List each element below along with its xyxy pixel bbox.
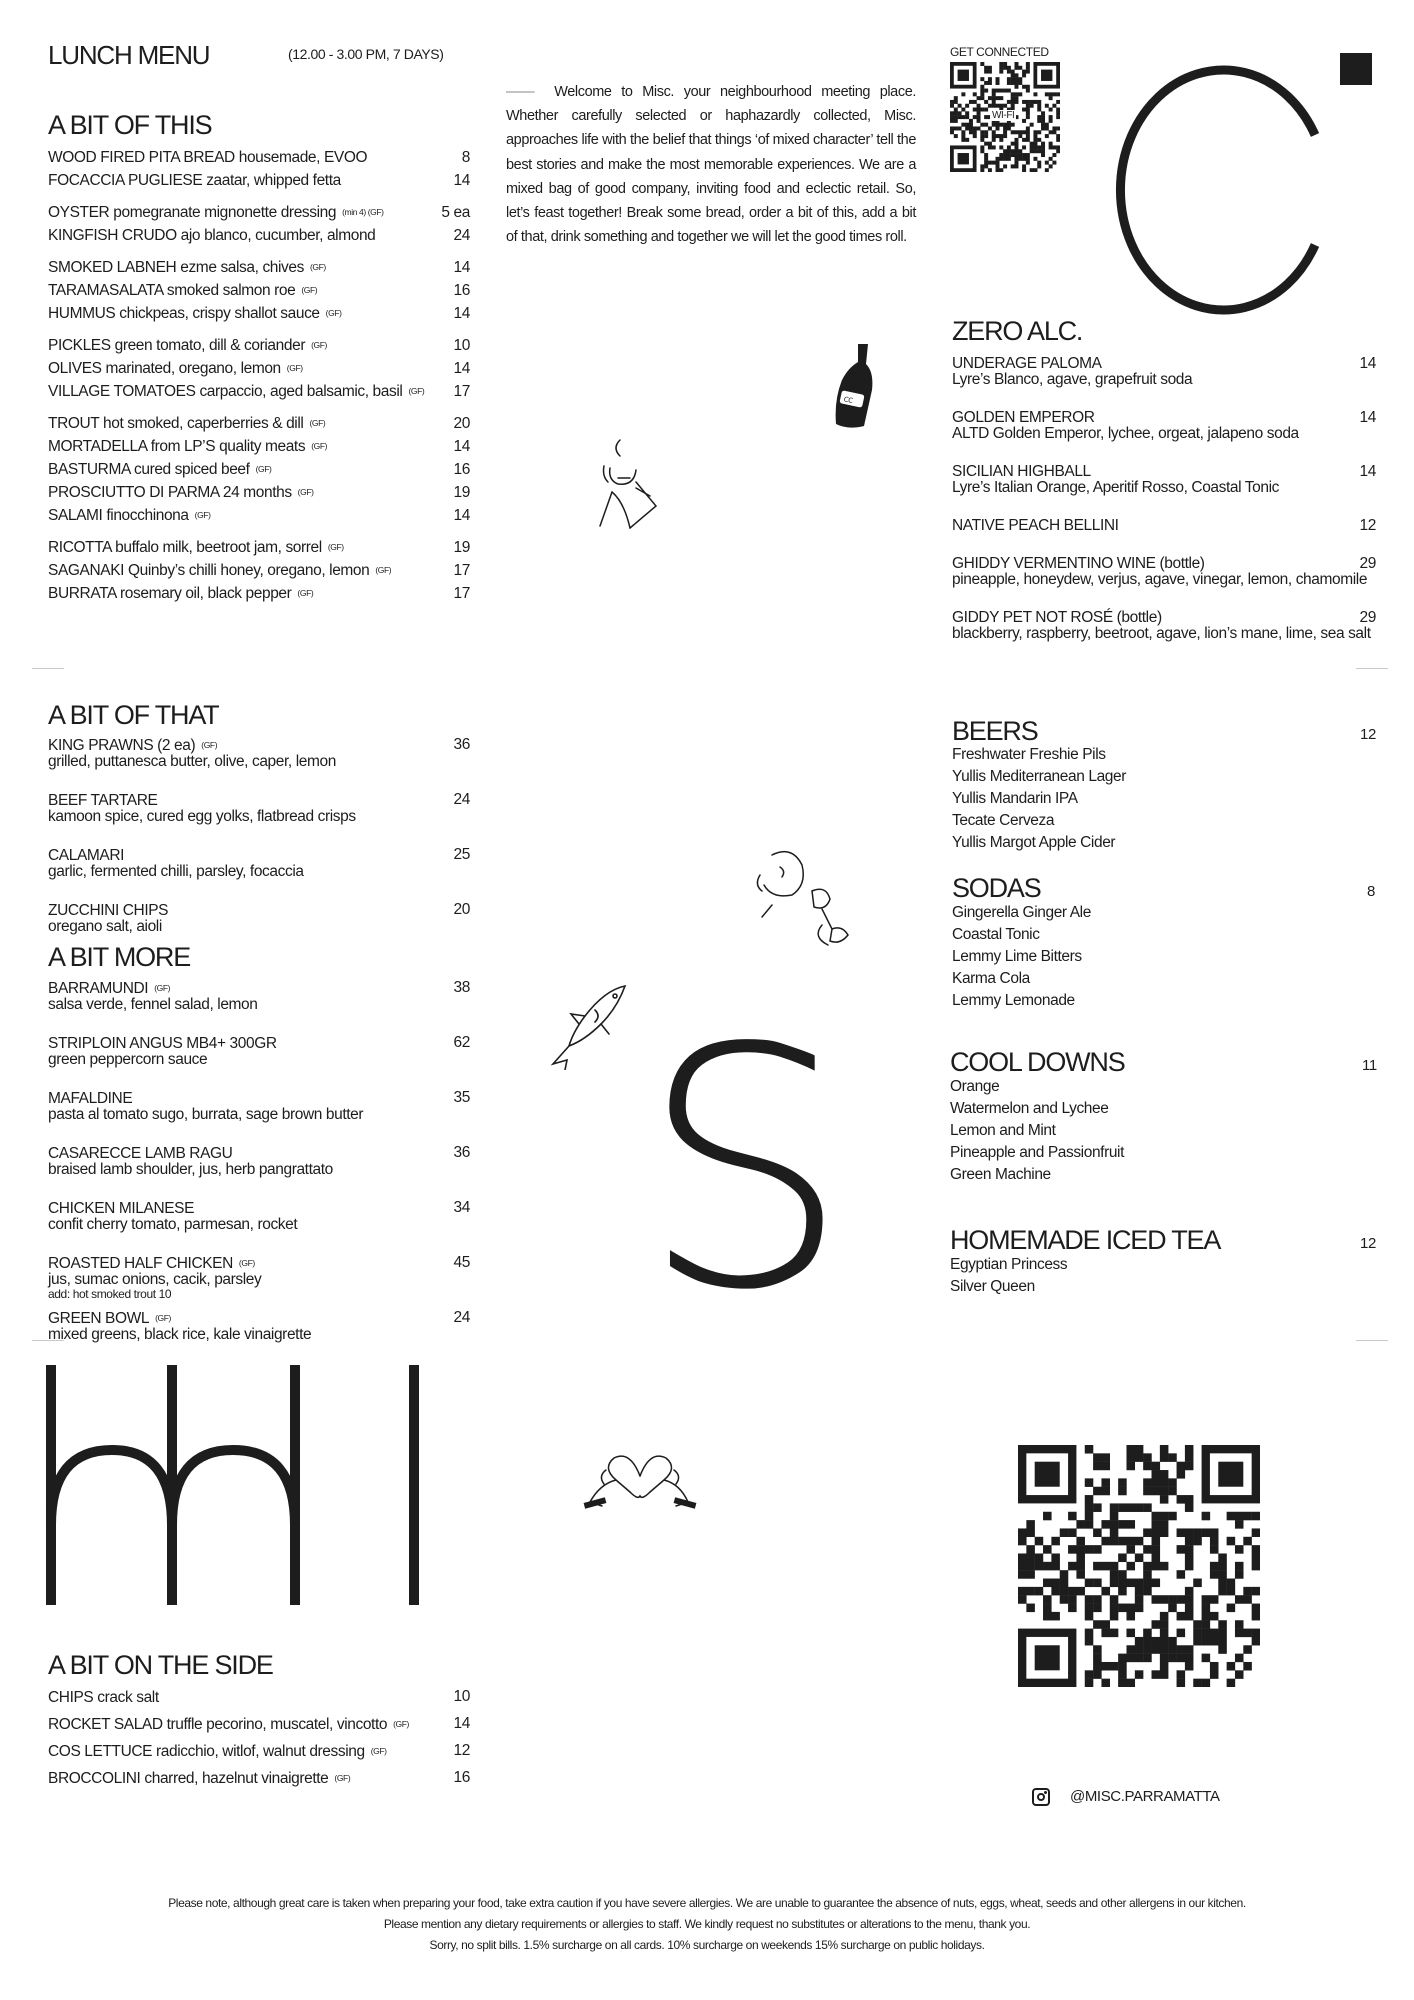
item-price: 35	[453, 1089, 470, 1106]
drink-name: GHIDDY VERMENTINO WINE (bottle)	[952, 555, 1205, 572]
drink-item-row	[952, 610, 1376, 642]
item-price: 20	[453, 901, 470, 918]
item-description: smoked salmon roe	[166, 282, 296, 299]
drink-item: Tecate Cerveza	[952, 812, 1055, 829]
section-title-zero-alc: ZERO ALC.	[952, 316, 1083, 346]
item-description: braised lamb shoulder, jus, herb pangrattato	[48, 1161, 333, 1178]
item-name: CHIPS	[48, 1689, 94, 1706]
item-name: CHICKEN MILANESE	[48, 1200, 195, 1217]
section-title-bit-more: A BIT MORE	[48, 942, 191, 972]
drink-item: Lemon and Mint	[950, 1122, 1056, 1139]
item-name: KING PRAWNS (2 ea)	[48, 737, 196, 754]
item-price: 14	[453, 360, 470, 377]
item-price: 20	[453, 415, 470, 432]
item-description: radicchio, witlof, walnut dressing	[156, 1743, 365, 1760]
drink-item: Watermelon and Lychee	[950, 1100, 1109, 1117]
dietary-tag: (GF)	[238, 1258, 255, 1268]
drink-item: Yullis Mandarin IPA	[952, 790, 1078, 807]
menu-item-row	[48, 1711, 470, 1738]
heart-hands-illustration	[580, 1440, 700, 1520]
item-name: FOCACCIA PUGLIESE	[48, 172, 203, 189]
drink-price: 12	[1359, 517, 1376, 534]
beers-list	[952, 744, 1126, 854]
item-description: pasta al tomato sugo, burrata, sage brown butter	[48, 1106, 364, 1123]
item-price: 17	[453, 585, 470, 602]
menu-item-row	[48, 279, 470, 302]
dietary-tag: (GF)	[309, 418, 326, 428]
menu-group	[48, 201, 470, 247]
item-description: carpaccio, aged balsamic, basil	[199, 383, 403, 400]
drink-description: ALTD Golden Emperor, lychee, orgeat, jalapeno soda	[952, 425, 1299, 442]
item-description: marinated, oregano, lemon	[105, 360, 281, 377]
item-heading	[48, 1310, 470, 1327]
drink-item-row	[952, 518, 1376, 534]
big-letter-m	[40, 1365, 360, 1615]
item-name: PICKLES	[48, 337, 111, 354]
item-name: BASTURMA	[48, 461, 131, 478]
drink-item-row	[952, 556, 1376, 588]
item-name: BEEF TARTARE	[48, 792, 158, 809]
item-name: MAFALDINE	[48, 1090, 133, 1107]
item-description: salsa verde, fennel salad, lemon	[48, 996, 258, 1013]
item-price: 14	[453, 438, 470, 455]
drink-item: Lemmy Lemonade	[952, 992, 1075, 1009]
menu-item-row	[48, 435, 470, 458]
divider	[1356, 668, 1388, 669]
item-heading	[48, 1090, 470, 1107]
menu-group	[48, 334, 470, 403]
item-name: MORTADELLA	[48, 438, 147, 455]
item-name: TARAMASALATA	[48, 282, 163, 299]
menu-item-row	[48, 1145, 470, 1178]
menu-item-row	[48, 334, 470, 357]
item-description: 24 months	[222, 484, 292, 501]
drink-price: 14	[1359, 355, 1376, 372]
drink-item: Silver Queen	[950, 1278, 1035, 1295]
dietary-tag: (GF)	[255, 464, 272, 474]
item-description: buffalo milk, beetroot jam, sorrel	[115, 539, 322, 556]
item-description: charred, hazelnut vinaigrette	[144, 1770, 329, 1787]
hand-wine-glass-illustration	[752, 845, 872, 955]
dietary-tag: (GF)	[375, 565, 392, 575]
menu-item-row	[48, 302, 470, 325]
item-price: 14	[453, 305, 470, 322]
menu-group	[48, 536, 470, 605]
item-name: ROASTED HALF CHICKEN	[48, 1255, 233, 1272]
dietary-tag: (GF)	[194, 510, 211, 520]
bit-on-side-list	[48, 1684, 470, 1792]
intro-text: Welcome to Misc. your neighbourhood meeting place. Whether carefully selected or haphazardly collected, Misc. approaches life with the belief that things ‘of mixed character’ tell the best stories and make the most memorable experiences. We are a mixed bag of good company, inviting food and eclectic retail. So, let’s feast together! Break some bread, order a bit of this, add a bit of that, drink something and together we will let the good times roll.	[506, 84, 916, 246]
item-name: SMOKED LABNEH	[48, 259, 177, 276]
drink-item: Egyptian Princess	[950, 1256, 1068, 1273]
big-letter-c	[1100, 55, 1330, 325]
item-price: 14	[453, 507, 470, 524]
item-heading	[48, 792, 470, 809]
beers-price: 12	[1360, 726, 1376, 743]
item-description: mixed greens, black rice, kale vinaigrette	[48, 1326, 312, 1343]
wine-bottle-illustration	[828, 340, 880, 432]
item-heading	[48, 1255, 470, 1272]
cool-downs-list	[950, 1076, 1124, 1186]
item-price: 10	[453, 337, 470, 354]
item-heading	[48, 1200, 470, 1217]
dietary-tag: (GF)	[334, 1773, 351, 1783]
item-name: OYSTER	[48, 204, 110, 221]
drink-item: Yullis Margot Apple Cider	[952, 834, 1116, 851]
bit-more-list	[48, 980, 470, 1365]
wifi-qr-caption: WI-FI	[992, 110, 1015, 121]
fish-illustration	[545, 980, 635, 1070]
item-description: green tomato, dill & coriander	[114, 337, 306, 354]
dietary-tag: (min 4) (GF)	[342, 207, 384, 217]
item-name: VILLAGE TOMATOES	[48, 383, 196, 400]
item-price: 14	[453, 1715, 470, 1732]
item-price: 24	[453, 227, 470, 244]
wifi-label: GET CONNECTED	[950, 45, 1049, 59]
item-description: ajo blanco, cucumber, almond	[180, 227, 376, 244]
menu-item-row	[48, 1200, 470, 1233]
intro-dash: ——	[506, 84, 535, 100]
item-price: 19	[453, 539, 470, 556]
item-description: hot smoked, caperberries & dill	[103, 415, 304, 432]
drink-item-row	[952, 356, 1376, 388]
drink-description: Lyre’s Blanco, agave, grapefruit soda	[952, 371, 1193, 388]
item-price: 36	[453, 736, 470, 753]
item-name: BARRAMUNDI	[48, 980, 149, 997]
big-letter-s: S	[640, 978, 850, 1362]
dietary-tag: (GF)	[370, 1746, 387, 1756]
bit-of-that-list	[48, 737, 470, 957]
item-name: RICOTTA	[48, 539, 112, 556]
menu-item-row	[48, 146, 470, 169]
item-price: 34	[453, 1199, 470, 1216]
item-heading	[48, 1035, 470, 1052]
item-price: 62	[453, 1034, 470, 1051]
sodas-list	[952, 902, 1091, 1012]
item-description: jus, sumac onions, cacik, parsley	[48, 1271, 262, 1288]
item-description: from LP’S quality meats	[150, 438, 306, 455]
item-heading	[48, 902, 470, 919]
menu-item-row	[48, 847, 470, 880]
item-description: green peppercorn sauce	[48, 1051, 208, 1068]
section-title-iced-tea: HOMEMADE ICED TEA	[950, 1225, 1221, 1255]
item-price: 24	[453, 1309, 470, 1326]
item-name: ROCKET SALAD	[48, 1716, 163, 1733]
menu-item-row	[48, 1035, 470, 1068]
section-title-bit-on-side: A BIT ON THE SIDE	[48, 1650, 273, 1680]
drink-item: Gingerella Ginger Ale	[952, 904, 1091, 921]
item-name: KINGFISH CRUDO	[48, 227, 177, 244]
item-description: oregano salt, aioli	[48, 918, 162, 935]
item-price: 19	[453, 484, 470, 501]
drink-name: NATIVE PEACH BELLINI	[952, 517, 1119, 534]
dietary-tag: (GF)	[201, 740, 218, 750]
item-price: 14	[453, 259, 470, 276]
item-description: truffle pecorino, muscatel, vincotto	[166, 1716, 388, 1733]
person-sketch-illustration	[590, 436, 670, 532]
drink-name: GOLDEN EMPEROR	[952, 409, 1095, 426]
dietary-tag: (GF)	[325, 308, 342, 318]
menu-item-row	[48, 1255, 470, 1288]
drink-item: Coastal Tonic	[952, 926, 1040, 943]
divider	[1356, 1340, 1388, 1341]
drink-description: Lyre’s Italian Orange, Aperitif Rosso, Coastal Tonic	[952, 479, 1279, 496]
item-name: BROCCOLINI	[48, 1770, 141, 1787]
item-price: 10	[453, 1688, 470, 1705]
item-description: rosemary oil, black pepper	[120, 585, 292, 602]
menu-item-row	[48, 1310, 470, 1343]
footer-notes	[0, 1893, 1414, 1956]
drink-item-row	[952, 410, 1376, 442]
drink-item-row	[952, 464, 1376, 496]
menu-item-row	[48, 412, 470, 435]
item-price: 36	[453, 1144, 470, 1161]
instagram-icon[interactable]	[1032, 1788, 1050, 1806]
menu-title: LUNCH MENU	[48, 40, 210, 70]
item-name: SALAMI	[48, 507, 103, 524]
item-price: 16	[453, 1769, 470, 1786]
item-price: 5 ea	[441, 204, 470, 221]
item-name: SAGANAKI	[48, 562, 125, 579]
footer-line-2: Please mention any dietary requirements or allergies to staff. We kindly request no substitutes or alterations to the menu, thank you.	[383, 1917, 1031, 1931]
footer-line-3: Sorry, no split bills. 1.5% surcharge on all cards. 10% surcharge on weekends 15% surcharge on public holidays.	[429, 1938, 985, 1952]
drink-name: UNDERAGE PALOMA	[952, 355, 1102, 372]
item-name: GREEN BOWL	[48, 1310, 150, 1327]
menu-item-row	[48, 169, 470, 192]
item-name: HUMMUS	[48, 305, 116, 322]
item-price: 38	[453, 979, 470, 996]
section-title-sodas: SODAS	[952, 873, 1041, 903]
drink-item: Karma Cola	[952, 970, 1030, 987]
drink-price: 14	[1359, 409, 1376, 426]
section-title-bit-of-this: A BIT OF THIS	[48, 110, 212, 140]
menu-item-row	[48, 224, 470, 247]
item-description: kamoon spice, cured egg yolks, flatbread crisps	[48, 808, 356, 825]
menu-item-row	[48, 481, 470, 504]
section-title-cool-downs: COOL DOWNS	[950, 1047, 1125, 1077]
menu-item-row	[48, 380, 470, 403]
menu-group	[48, 256, 470, 325]
drink-item: Yullis Mediterranean Lager	[952, 768, 1126, 785]
menu-item-row	[48, 792, 470, 825]
drink-name: GIDDY PET NOT ROSÉ (bottle)	[952, 609, 1162, 626]
dietary-tag: (GF)	[297, 487, 314, 497]
drink-price: 14	[1359, 463, 1376, 480]
dietary-tag: (GF)	[311, 441, 328, 451]
cool-downs-price: 11	[1362, 1057, 1377, 1074]
item-description: grilled, puttanesca butter, olive, caper, lemon	[48, 753, 336, 770]
menu-hours: (12.00 - 3.00 PM, 7 DAYS)	[288, 46, 444, 62]
menu-item-row	[48, 1765, 470, 1792]
item-name: WOOD FIRED PITA BREAD	[48, 149, 235, 166]
item-description: garlic, fermented chilli, parsley, focaccia	[48, 863, 304, 880]
item-description: housemade, EVOO	[238, 149, 368, 166]
item-name: TROUT	[48, 415, 100, 432]
item-name: ZUCCHINI CHIPS	[48, 902, 169, 919]
item-price: 25	[453, 846, 470, 863]
dietary-tag: (GF)	[155, 1313, 171, 1323]
item-price: 16	[453, 461, 470, 478]
c-square-mark	[1340, 53, 1372, 85]
drink-item: Lemmy Lime Bitters	[952, 948, 1082, 965]
item-name: COS LETTUCE	[48, 1743, 153, 1760]
item-description: ezme salsa, chives	[180, 259, 304, 276]
dietary-tag: (GF)	[408, 386, 425, 396]
item-name: CALAMARI	[48, 847, 125, 864]
drink-item: Green Machine	[950, 1166, 1051, 1183]
menu-item-row	[48, 582, 470, 605]
menu-item-row	[48, 357, 470, 380]
item-name: STRIPLOIN ANGUS MB4+ 300GR	[48, 1035, 277, 1052]
section-title-bit-of-that: A BIT OF THAT	[48, 700, 219, 730]
drink-description: pineapple, honeydew, verjus, agave, vinegar, lemon, chamomile	[952, 571, 1368, 588]
big-letter-i	[409, 1365, 419, 1605]
dietary-tag: (GF)	[154, 983, 171, 993]
item-price: 12	[453, 1742, 470, 1759]
item-price: 8	[461, 149, 470, 166]
intro-paragraph	[506, 80, 916, 249]
drink-item: Orange	[950, 1078, 1000, 1095]
menu-item-row	[48, 256, 470, 279]
item-heading	[48, 980, 470, 997]
iced-tea-price: 12	[1360, 1235, 1376, 1252]
dietary-tag: (GF)	[309, 262, 326, 272]
menu-item-row	[48, 902, 470, 935]
item-price: 17	[453, 383, 470, 400]
item-description: confit cherry tomato, parmesan, rocket	[48, 1216, 298, 1233]
item-description: crack salt	[97, 1689, 159, 1706]
item-description: chickpeas, crispy shallot sauce	[119, 305, 320, 322]
menu-qr-code[interactable]	[1018, 1445, 1260, 1687]
dietary-tag: (GF)	[286, 363, 303, 373]
menu-item-row	[48, 1090, 470, 1123]
bit-more-addon: add: hot smoked trout 10	[48, 1287, 172, 1301]
zero-alc-list	[952, 356, 1376, 664]
dietary-tag: (GF)	[327, 542, 344, 552]
item-name: OLIVES	[48, 360, 102, 377]
item-description: zaatar, whipped fetta	[206, 172, 341, 189]
dietary-tag: (GF)	[301, 285, 318, 295]
svg-text:CC: CC	[842, 395, 854, 406]
menu-group	[48, 146, 470, 192]
section-title-beers: BEERS	[952, 716, 1038, 746]
drink-price: 29	[1359, 555, 1376, 572]
menu-item-row	[48, 201, 470, 224]
menu-item-row	[48, 980, 470, 1013]
menu-item-row	[48, 536, 470, 559]
sodas-price: 8	[1367, 883, 1375, 900]
dietary-tag: (GF)	[311, 340, 327, 350]
menu-item-row	[48, 504, 470, 527]
iced-tea-list	[950, 1254, 1067, 1298]
item-price: 14	[453, 172, 470, 189]
divider	[32, 668, 64, 669]
item-price: 17	[453, 562, 470, 579]
drink-item: Pineapple and Passionfruit	[950, 1144, 1125, 1161]
bit-of-this-list	[48, 146, 470, 605]
drink-price: 29	[1359, 609, 1376, 626]
menu-item-row	[48, 737, 470, 770]
item-price: 24	[453, 791, 470, 808]
item-heading	[48, 1145, 470, 1162]
drink-name: SICILIAN HIGHBALL	[952, 463, 1091, 480]
menu-item-row	[48, 1738, 470, 1765]
instagram-handle[interactable]: @MISC.PARRAMATTA	[1070, 1788, 1220, 1805]
item-heading	[48, 847, 470, 864]
drink-item: Freshwater Freshie Pils	[952, 746, 1106, 763]
dietary-tag: (GF)	[297, 588, 314, 598]
item-price: 45	[453, 1254, 470, 1271]
footer-line-1: Please note, although great care is taken when preparing your food, take extra caution if you have severe allergies. We are unable to guarantee the absence of nuts, eggs, wheat, seeds and other allergens in our kitchen.	[168, 1896, 1246, 1910]
item-description: finocchinona	[106, 507, 189, 524]
menu-item-row	[48, 1684, 470, 1711]
item-name: CASARECCE LAMB RAGU	[48, 1145, 233, 1162]
menu-item-row	[48, 559, 470, 582]
item-description: cured spiced beef	[134, 461, 250, 478]
item-description: pomegranate mignonette dressing	[113, 204, 337, 221]
item-price: 16	[453, 282, 470, 299]
menu-group	[48, 412, 470, 527]
drink-description: blackberry, raspberry, beetroot, agave, lion’s mane, lime, sea salt	[952, 625, 1371, 642]
item-description: Quinby’s chilli honey, oregano, lemon	[127, 562, 370, 579]
item-heading	[48, 737, 470, 754]
item-name: PROSCIUTTO DI PARMA	[48, 484, 219, 501]
dietary-tag: (GF)	[393, 1719, 409, 1729]
item-name: BURRATA	[48, 585, 117, 602]
menu-item-row	[48, 458, 470, 481]
